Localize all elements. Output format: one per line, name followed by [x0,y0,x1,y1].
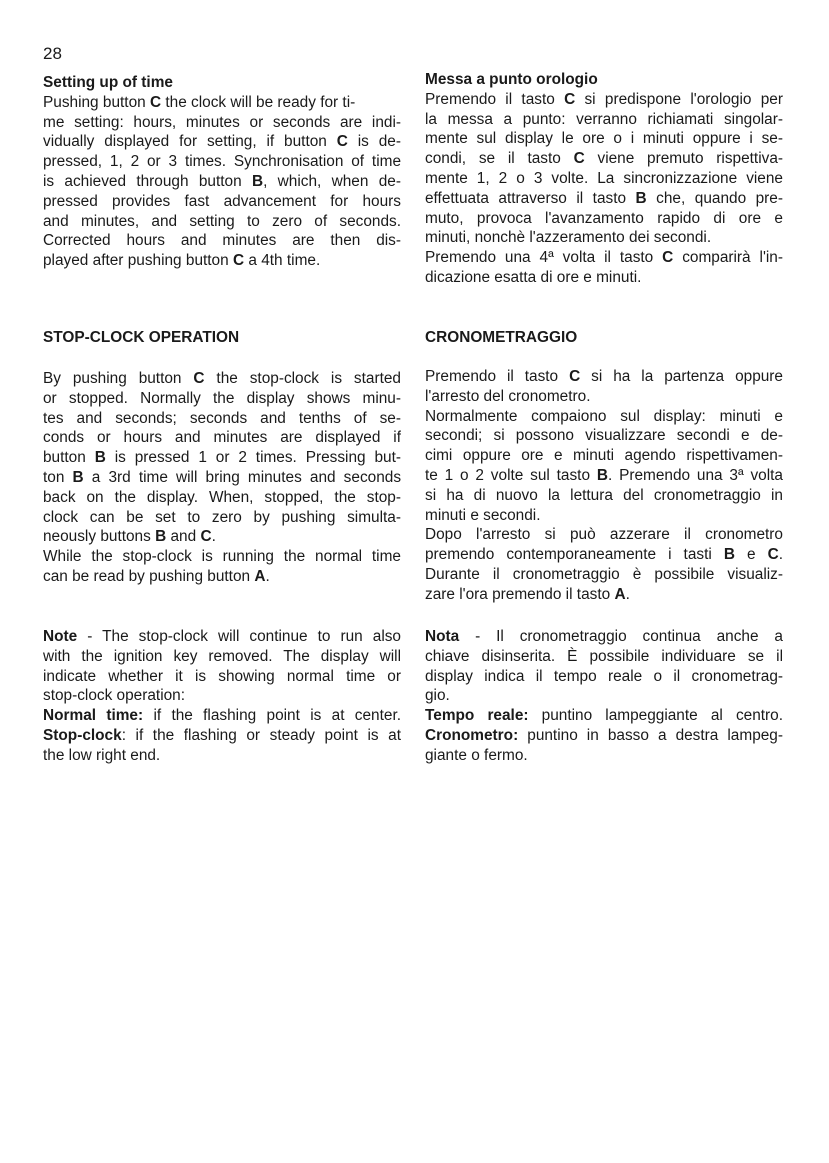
text: conds or hours and minutes are displayed if [43,429,401,447]
text: and [166,528,201,546]
text-line [425,407,783,427]
text: me setting: hours, minutes or seconds are indi- [43,113,401,131]
text: tes and seconds; seconds and tenths of se- [43,409,401,427]
text: chiave disinserita. È possibile individuare se il [425,647,783,665]
bold-text: B [251,172,264,190]
text-line [425,129,783,149]
text: Premendo il tasto [425,368,570,385]
paragraph [43,369,401,587]
text-line [43,172,401,192]
text: Premendo il tasto [425,90,565,108]
text: pressed, 1, 2 or 3 times. Synchronisation of time [43,153,401,171]
setting-section-it [425,70,783,288]
text-line [43,647,401,667]
note-section-it [425,627,783,766]
text-line [43,192,401,212]
text: . Premendo una 3ª volta [607,466,783,484]
text-line [425,525,783,545]
text: or stopped. Normally the display shows minu- [43,389,401,407]
text: , which, when de- [263,172,401,190]
text-line [43,488,401,508]
text-line [43,389,401,409]
bold-text: Normal time: [43,707,144,725]
text: indicate whether it is showing normal time or [43,667,401,685]
bold-text: A [254,567,266,585]
text: played after pushing button [43,252,233,270]
text: - The stop-clock will continue to run also [77,628,401,645]
bold-text: C [232,252,245,270]
text-line [43,113,401,133]
section-title: CRONOMETRAGGIO [425,329,578,346]
text: Dopo l'arresto si può azzerare il cronometro [425,526,783,544]
text: giante o fermo. [425,746,528,764]
text: the clock will be ready for ti- [161,93,356,111]
text: a 3rd time will bring minutes and seconds [83,468,401,486]
bold-text: Cronometro: [425,726,519,744]
paragraph [425,627,783,766]
bold-text: C [662,249,674,267]
text-line [43,567,401,587]
text: secondi; si possono visualizzare secondi e de- [425,427,783,445]
text: puntino in basso a destra lampeg- [518,726,783,744]
bold-text: B [635,189,647,207]
text: zare l'ora premendo il tasto [425,585,615,603]
bold-text: Nota [425,628,460,645]
text: Normalmente compaiono sul display: minuti e [425,407,783,425]
text: minuti, nonchè l'azzeramento dei secondi. [425,229,712,247]
text-line [425,446,783,466]
bold-text: B [72,468,84,486]
text: Premendo una 4ª volta il tasto [425,249,663,267]
text: is achieved through button [43,172,252,190]
text: vidually displayed for setting, if button [43,133,337,151]
text-line [425,506,783,526]
text-line [425,667,783,687]
text-line [425,367,783,387]
text: condi, se il tasto [425,150,574,168]
text-line [425,486,783,506]
text-line [43,527,401,547]
text: . [265,567,270,585]
note-section-en [43,627,401,766]
page-number: 28 [43,44,62,63]
text-line [425,726,783,746]
paragraph [43,627,401,766]
text: clock can be set to zero by pushing simulta- [43,508,401,526]
text: if the flashing point is at center. [143,707,401,725]
text: - Il cronometraggio continua anche a [459,628,783,645]
text: cimi oppure ore e minuti agendo rispettivamen- [425,447,783,465]
text-line [43,706,401,726]
text: is pressed 1 or 2 times. Pressing but- [105,449,401,467]
text-line [43,212,401,232]
text-line [43,231,401,251]
text: muto, provoca l'avanzamento rapido di ore e [425,209,783,227]
text: While the stop-clock is running the normal time [43,548,401,566]
paragraph [425,367,783,605]
text: the stop-clock is started [204,370,401,387]
text: button [43,449,95,467]
text: mente sul display le ore o i minuti oppure i se- [425,130,783,148]
text: mente 1, 2 o 3 volte. La sincronizzazione viene [425,169,783,187]
text-line [43,369,401,389]
text: che, quando pre- [646,189,783,207]
text: a 4th time. [244,252,321,270]
text-line [43,448,401,468]
setting-section-en [43,73,401,271]
text-line [43,468,401,488]
bold-text: C [573,150,585,168]
text: Corrected hours and minutes are then dis- [43,232,401,250]
bold-text: A [614,585,626,603]
text: si ha la partenza oppure [580,368,783,385]
bold-text: B [596,466,608,484]
text: Pushing button [43,93,150,111]
bold-text: B [155,528,167,546]
text: . [778,546,783,564]
stopclock-body-it [425,367,783,605]
text-line [43,547,401,567]
text: gio. [425,687,450,705]
bold-text: Stop-clock [43,726,122,744]
text: and minutes, and setting to zero of seconds. [43,212,401,230]
text-line [425,647,783,667]
text-line [43,428,401,448]
text: By pushing button [43,370,194,387]
text: . [625,585,630,603]
text-line [425,149,783,169]
text: Durante il cronometraggio è possibile visualiz- [425,565,783,583]
bold-text: C [767,546,779,564]
text-line [425,706,783,726]
text: can be read by pushing button [43,567,255,585]
text: premendo contemporaneamente i tasti [425,546,724,564]
text-line [43,726,401,746]
paragraph [43,93,401,271]
text: . [211,528,216,546]
text: with the ignition key removed. The display will [43,647,401,665]
text-line [425,545,783,565]
text: si predispone l'orologio per [575,90,783,108]
text-line [425,565,783,585]
text-line [425,228,783,248]
section-title: Messa a punto orologio [425,71,598,88]
stopclock-section-en [43,328,401,348]
text-line [425,426,783,446]
text-line [43,152,401,172]
text: comparirà l'in- [673,249,783,267]
text: pressed provides fast advancement for hours [43,192,401,210]
text-line [425,90,783,110]
text: : if the flashing or steady point is at [121,726,401,744]
bold-text: C [149,93,162,111]
bold-text: B [723,546,735,564]
text-line [425,169,783,189]
bold-text: Tempo reale: [425,707,529,725]
text: back on the display. When, stopped, the stop- [43,488,401,506]
text: display indica il tempo reale o il cronometrag- [425,667,783,685]
text-line [43,508,401,528]
section-title: Setting up of time [43,74,173,91]
text-line [425,466,783,486]
text-line [425,686,783,706]
text: ton [43,468,73,486]
text: stop-clock operation: [43,687,186,705]
bold-text: B [94,449,106,467]
bold-text: C [200,528,212,546]
text-line [43,667,401,687]
text-line [425,268,783,288]
text-line [43,686,401,706]
text: si ha di nuovo la lettura del cronometraggio in [425,486,783,504]
text-line [425,110,783,130]
text-line [43,409,401,429]
text-line [43,746,401,766]
text-line [43,93,401,113]
text-line [425,248,783,268]
text-line [43,132,401,152]
text-line [425,189,783,209]
text-line [425,627,783,647]
bold-text: C [569,368,581,385]
text: the low right end. [43,746,161,764]
bold-text: C [193,370,205,387]
bold-text: C [564,90,576,108]
bold-text: Note [43,628,78,645]
bold-text: C [336,133,348,151]
text: l'arresto del cronometro. [425,387,591,405]
text: viene premuto rispettiva- [584,150,783,168]
text: neously buttons [43,528,156,546]
stopclock-body-en [43,369,401,587]
text: effettuata attraverso il tasto [425,189,636,207]
text-line [425,387,783,407]
text: te 1 o 2 volte sul tasto [425,466,597,484]
text-line [425,209,783,229]
text-line [43,627,401,647]
text-line [425,746,783,766]
text: e [734,546,768,564]
text: is de- [347,133,401,151]
text: minuti e secondi. [425,506,541,524]
text: la messa a punto: verranno richiamati singolar- [425,110,783,128]
text: dicazione esatta di ore e minuti. [425,268,642,286]
text-line [43,251,401,271]
section-title: STOP-CLOCK OPERATION [43,329,240,346]
paragraph [425,90,783,288]
text-line [425,585,783,605]
text: puntino lampeggiante al centro. [528,707,783,725]
stopclock-section-it [425,328,783,348]
